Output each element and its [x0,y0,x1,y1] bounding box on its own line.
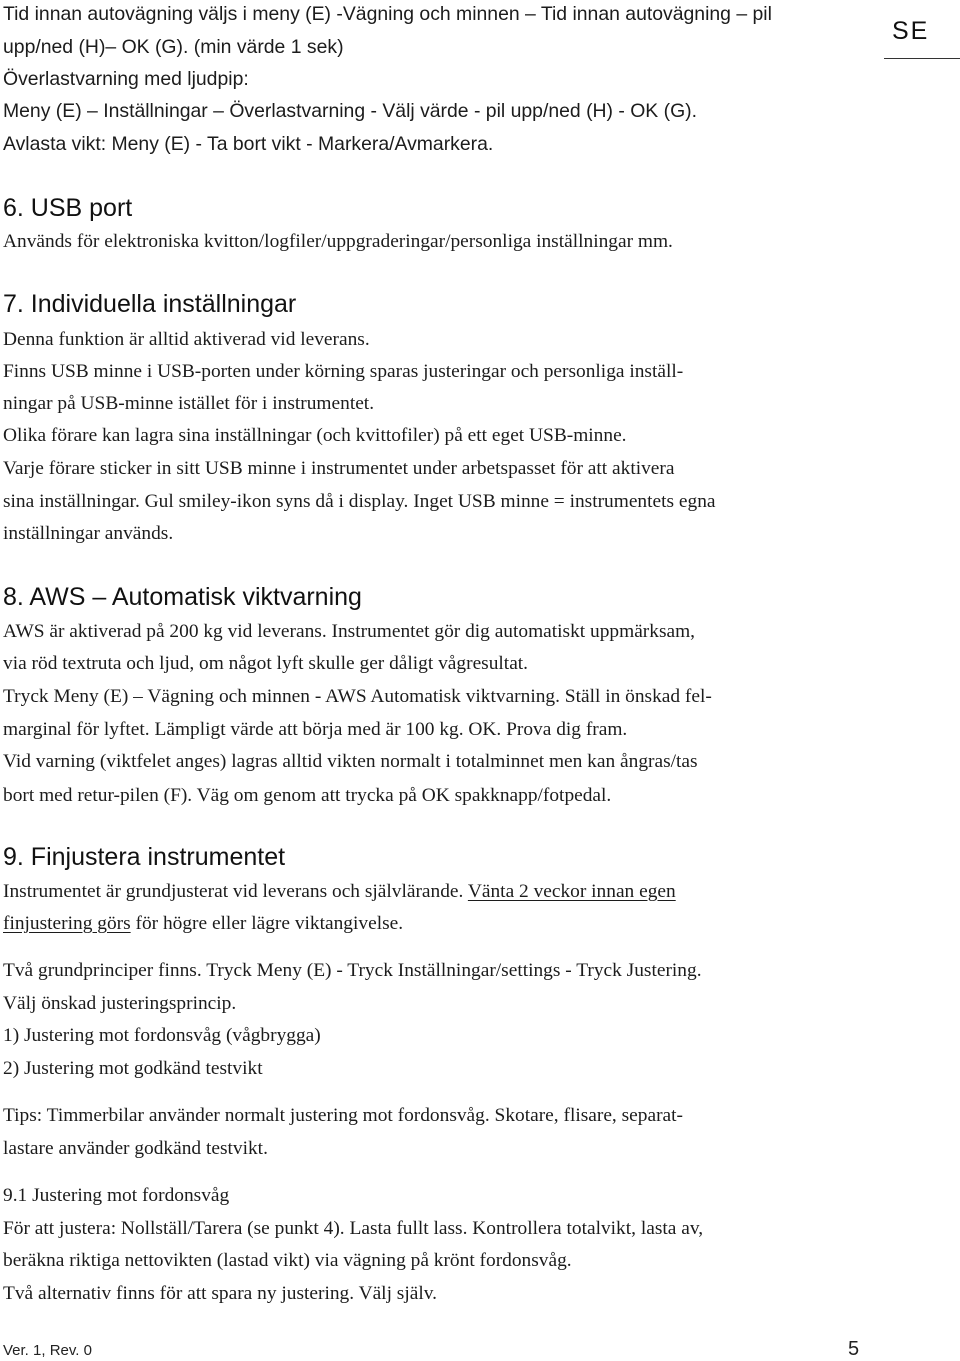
intro-line-5: Avlasta vikt: Meny (E) - Ta bort vikt - Markera/Avmarkera. [3,133,494,155]
section-7-heading: 7. Individuella inställningar [3,290,297,318]
section-9-line-2 [3,912,403,936]
section-8-line-2: via röd textruta och ljud, om något lyft skulle ger dåligt vågresultat. [3,653,529,674]
section-7-line-2: Finns USB minne i USB-porten under körning sparas justeringar och personliga inställ- [3,361,684,382]
section-9-line-1-text: Instrumentet är grundjusterat vid leverans och självlärande. [3,881,468,902]
section-7-line-1: Denna funktion är alltid aktiverad vid leverans. [3,329,370,350]
footer-version: Ver. 1, Rev. 0 [3,1342,92,1359]
section-7-line-4: Olika förare kan lagra sina inställningar (och kvittofiler) på ett eget USB-minne. [3,425,627,446]
section-8-line-1: AWS är aktiverad på 200 kg vid leverans. Instrumentet gör dig automatiskt uppmärksam, [3,621,696,642]
language-tag: SE [892,17,930,45]
section-7-line-6: sina inställningar. Gul smiley-ikon syns då i display. Inget USB minne = instrumentets egna [3,491,716,512]
intro-line-3: Överlastvarning med ljudpip: [3,68,249,90]
section-9-list-item-1: 1) Justering mot fordonsvåg (vågbrygga) [3,1025,321,1046]
intro-line-1: Tid innan autovägning väljs i meny (E) -Vägning och minnen – Tid innan autovägning – pil [3,3,772,25]
section-6-heading: 6. USB port [3,194,133,222]
section-9-line-1 [3,880,676,904]
section-9-line-2-text: för högre eller lägre viktangivelse. [130,913,404,934]
section-9-list-item-2: 2) Justering mot godkänd testvikt [3,1058,263,1079]
section-9-tips-line-2: lastare använder godkänd testvikt. [3,1138,268,1159]
section-9-tips-line-1: Tips: Timmerbilar använder normalt justering mot fordonsvåg. Skotare, flisare, separat- [3,1105,683,1126]
language-tag-rule [884,58,960,59]
section-7-line-7: inställningar används. [3,523,174,544]
section-7-line-3: ningar på USB-minne istället för i instrumentet. [3,393,375,414]
section-9-line-2-underlined: finjustering görs [3,913,131,934]
section-8-line-4: marginal för lyftet. Lämpligt värde att börja med är 100 kg. OK. Prova dig fram. [3,719,628,740]
section-9-1-line-1: För att justera: Nollställ/Tarera (se punkt 4). Lasta fullt lass. Kontrollera totalvikt, lasta av, [3,1218,704,1239]
section-8-line-6: bort med retur-pilen (F). Väg om genom att trycka på OK spakknapp/fotpedal. [3,785,612,806]
section-9-line-3: Två grundprinciper finns. Tryck Meny (E) - Tryck Inställningar/settings - Tryck Justering. [3,960,702,981]
section-6-line-1: Används för elektroniska kvitton/logfiler/uppgraderingar/personliga inställningar mm. [3,231,673,252]
footer-page-number: 5 [848,1338,860,1360]
intro-line-2: upp/ned (H)– OK (G). (min värde 1 sek) [3,36,344,58]
section-9-1-line-2: beräkna riktiga nettovikten (lastad vikt) via vägning på krönt fordonsvåg. [3,1250,572,1271]
section-8-line-5: Vid varning (viktfelet anges) lagras alltid vikten normalt i totalminnet men kan ångras/tas [3,751,698,772]
section-9-line-1-underlined: Vänta 2 veckor innan egen [467,881,676,902]
section-9-heading: 9. Finjustera instrumentet [3,843,286,871]
section-8-line-3: Tryck Meny (E) – Vägning och minnen - AWS Automatisk viktvarning. Ställ in önskad fel- [3,686,712,707]
section-9-1-heading: 9.1 Justering mot fordonsvåg [3,1185,230,1206]
section-9-1-line-3: Två alternativ finns för att spara ny justering. Välj själv. [3,1283,438,1304]
intro-line-4: Meny (E) – Inställningar – Överlastvarning - Välj värde - pil upp/ned (H) - OK (G). [3,100,698,122]
section-8-heading: 8. AWS – Automatisk viktvarning [3,583,362,611]
section-9-line-4: Välj önskad justeringsprincip. [3,993,237,1014]
section-7-line-5: Varje förare sticker in sitt USB minne i instrumentet under arbetspasset för att aktivera [3,458,675,479]
